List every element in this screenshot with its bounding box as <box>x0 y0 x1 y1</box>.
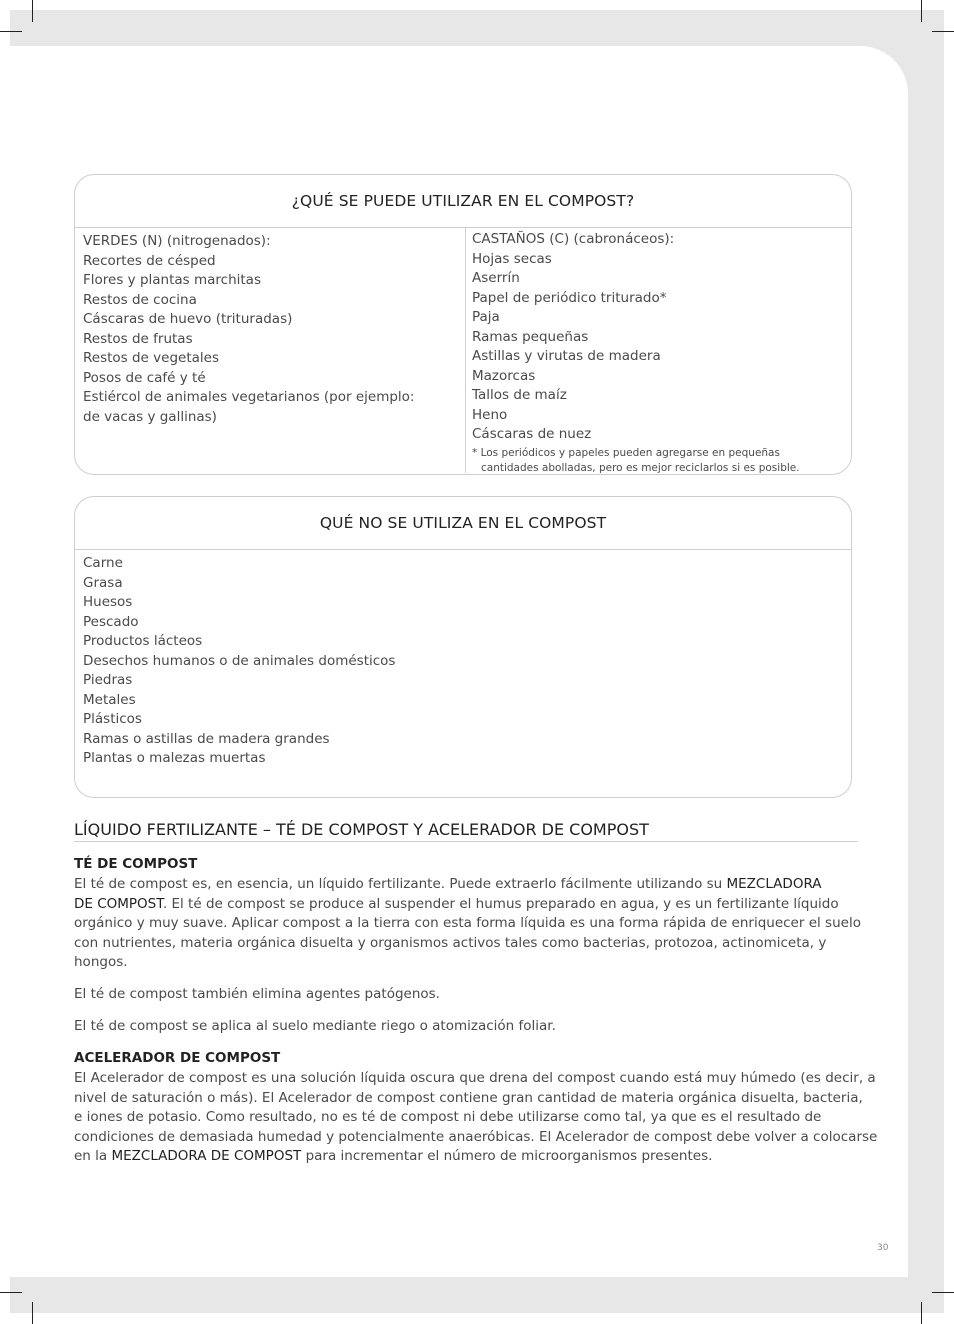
text-run: hongos. <box>74 954 128 970</box>
liquid-fertilizer-heading: LÍQUIDO FERTILIZANTE – TÉ DE COMPOST Y ACELERADOR DE COMPOST <box>74 820 858 842</box>
not-use-item: Plásticos <box>83 711 142 727</box>
crop-mark <box>921 0 922 22</box>
crop-mark <box>921 1302 922 1324</box>
greens-item: de vacas y gallinas) <box>83 408 217 425</box>
footnote-line: * Los periódicos y papeles pueden agregarse en pequeñas <box>472 446 780 459</box>
can-use-columns <box>75 228 851 478</box>
not-use-list <box>75 550 851 773</box>
not-use-item: Carne <box>83 555 123 571</box>
crop-mark <box>932 1292 954 1293</box>
browns-item: CASTAÑOS (C) (cabronáceos): <box>472 231 675 247</box>
greens-column <box>75 228 466 473</box>
crop-mark <box>932 31 954 32</box>
not-use-item: Plantas o malezas muertas <box>83 750 266 766</box>
greens-item: Posos de café y té <box>83 369 206 386</box>
text-run: . El té de compost se produce al suspender el humus preparado en agua, y es un fertilizante líquido <box>162 895 839 912</box>
can-use-title: ¿QUÉ SE PUEDE UTILIZAR EN EL COMPOST? <box>75 175 851 228</box>
compost-tea-paragraph <box>74 875 864 973</box>
browns-item: Astillas y virutas de madera <box>472 348 661 364</box>
not-use-item: Grasa <box>83 574 123 591</box>
not-use-item: Desechos humanos o de animales domésticos <box>83 652 396 669</box>
not-use-box <box>74 496 852 798</box>
not-use-item: Huesos <box>83 594 133 610</box>
crop-mark <box>32 1302 33 1324</box>
accelerator-heading: ACELERADOR DE COMPOST <box>74 1050 281 1066</box>
product-name: DE COMPOST <box>74 895 163 912</box>
greens-item: VERDES (N) (nitrogenados): <box>83 233 271 249</box>
page-number: 30 <box>877 1243 889 1253</box>
browns-item: Ramas pequeñas <box>472 328 589 345</box>
text-run: e iones de potasio. Como resultado, no es té de compost ni debe utilizarse como tal, ya que es el resultado de <box>74 1109 822 1125</box>
can-use-box <box>74 174 852 475</box>
text-run: nivel de saturación o más). El Acelerador de compost contiene gran cantidad de materia orgánica disuelta, bacteria, <box>74 1089 863 1106</box>
text-run: El té de compost es, en esencia, un líquido fertilizante. Puede extraerlo fácilmente utilizando su <box>74 876 727 892</box>
greens-item: Flores y plantas marchitas <box>83 272 261 288</box>
greens-item: Recortes de césped <box>83 252 216 269</box>
crop-mark <box>0 1292 22 1293</box>
greens-item: Cáscaras de huevo (trituradas) <box>83 311 293 327</box>
compost-tea-pathogens: El té de compost también elimina agentes patógenos. <box>74 986 440 1002</box>
not-use-item: Piedras <box>83 672 133 688</box>
browns-item: Paja <box>472 309 500 325</box>
text-run: orgánico y muy suave. Aplicar compost a la tierra con esta forma líquida es una forma rápida de enriquecer el suelo <box>74 915 861 931</box>
product-name: MEZCLADORA <box>726 876 822 892</box>
product-name: MEZCLADORA DE COMPOST <box>111 1148 302 1164</box>
text-run: en la <box>74 1148 112 1164</box>
not-use-title: QUÉ NO SE UTILIZA EN EL COMPOST <box>75 497 851 550</box>
greens-item: Restos de vegetales <box>83 350 219 366</box>
browns-item: Cáscaras de nuez <box>472 426 592 442</box>
newspaper-footnote <box>472 446 845 476</box>
compost-tea-heading: TÉ DE COMPOST <box>74 856 198 872</box>
browns-item: Heno <box>472 406 508 423</box>
not-use-item: Pescado <box>83 613 139 630</box>
footnote-line: cantidades abolladas, pero es mejor reciclarlos si es posible. <box>481 461 800 474</box>
not-use-item: Metales <box>83 691 136 708</box>
browns-item: Papel de periódico triturado* <box>472 289 667 306</box>
crop-mark <box>0 31 22 32</box>
accelerator-paragraph <box>74 1069 878 1167</box>
text-run: con nutrientes, materia orgánica disuelta y organismos activos tales como bacterias, protozoa, actinomiceta, y <box>74 934 827 951</box>
browns-item: Aserrín <box>472 270 520 286</box>
compost-tea-application: El té de compost se aplica al suelo mediante riego o atomización foliar. <box>74 1018 556 1034</box>
not-use-item: Ramas o astillas de madera grandes <box>83 730 330 747</box>
crop-mark <box>32 0 33 22</box>
text-run: para incrementar el número de microorganismos presentes. <box>301 1148 713 1164</box>
browns-item: Tallos de maíz <box>472 387 567 403</box>
not-use-item: Productos lácteos <box>83 633 203 649</box>
browns-item: Mazorcas <box>472 367 536 384</box>
browns-item: Hojas secas <box>472 250 552 267</box>
greens-item: Estiércol de animales vegetarianos (por ejemplo: <box>83 389 415 405</box>
greens-item: Restos de cocina <box>83 291 197 308</box>
text-run: condiciones de demasiada humedad y potencialmente anaeróbicas. El Acelerador de compost debe volver a colocarse <box>74 1128 878 1145</box>
browns-column <box>466 228 851 478</box>
text-run: El Acelerador de compost es una solución líquida oscura que drena del compost cuando está muy húmedo (es decir, a <box>74 1070 876 1086</box>
greens-item: Restos de frutas <box>83 330 193 347</box>
